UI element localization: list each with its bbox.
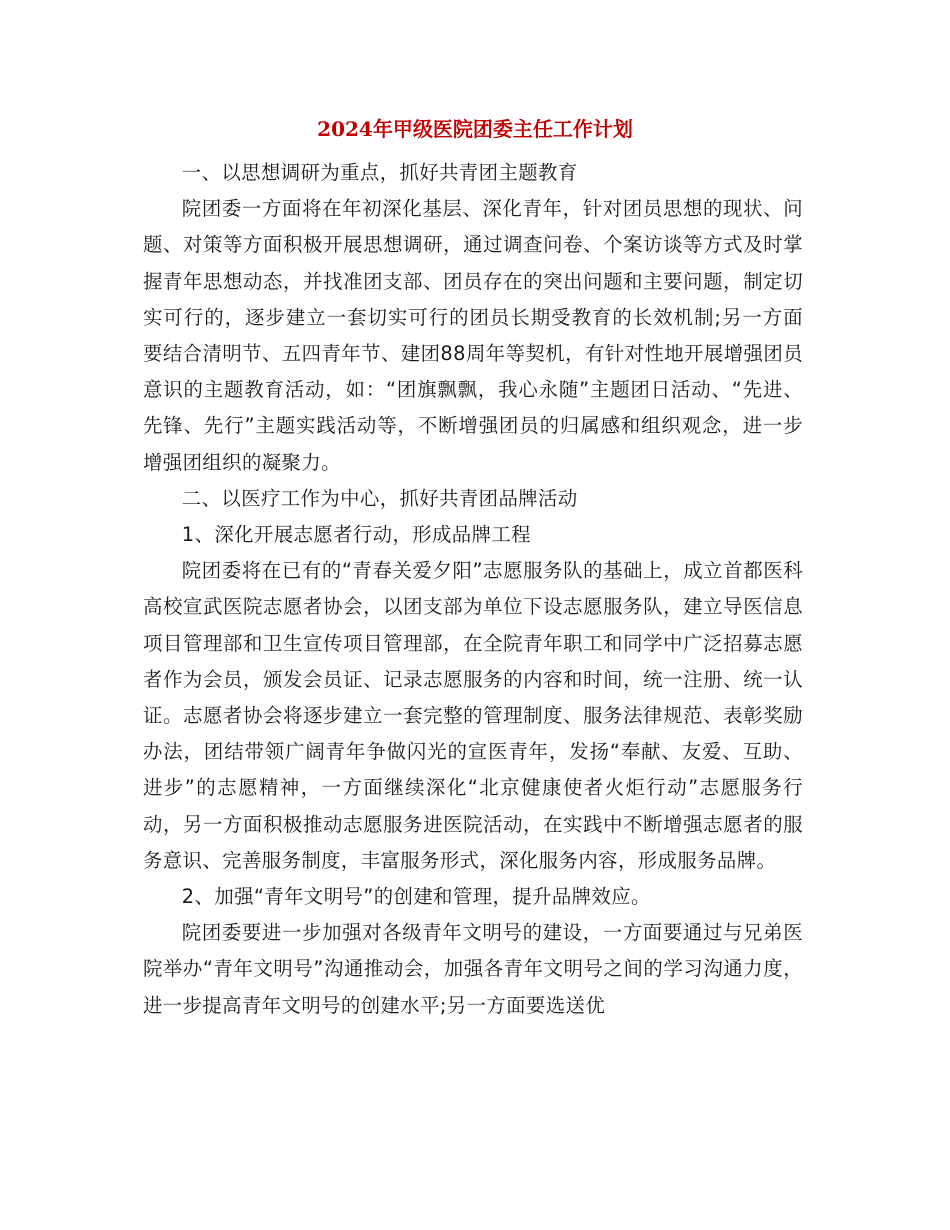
subsection-heading-1: 1、深化开展志愿者行动，形成品牌工程: [181, 523, 531, 547]
body-paragraph: 院团委要进一步加强对各级青年文明号的建设，一方面要通过与兄弟医院举办“青年文明号”沟通推动会，加强各青年文明号之间的学习沟通力度，进一步提高青年文明号的创建水平;另一方面要选送优: [143, 921, 803, 1017]
document-body: [143, 155, 803, 1024]
document-title: 2024年甲级医院团委主任工作计划: [317, 117, 633, 141]
section-heading-1: 一、以思想调研为重点，抓好共青团主题教育: [181, 161, 578, 184]
section-heading-2: 二、以医疗工作为中心，抓好共青团品牌活动: [181, 486, 578, 510]
body-paragraph: 院团委将在已有的“青春关爱夕阳”志愿服务队的基础上，成立首都医科高校宣武医院志愿者协会，以团支部为单位下设志愿服务队，建立导医信息项目管理部和卫生宣传项目管理部，在全院青年职工和同学中广泛招募志愿者作为会员，颁发会员证、记录志愿服务的内容和时间，统一注册、统一认证。志愿者协会将逐步建立一套完整的管理制度、服务法律规范、表彰奖励办法，团结带领广阔青年争做闪光的宣医青年，发扬“奉献、友爱、互助、进步”的志愿精神，一方面继续深化“北京健康使者火炬行动”志愿服务行动，另一方面积极推动志愿服务进医院活动，在实践中不断增强志愿者的服务意识、完善服务制度，丰富服务形式，深化服务内容，形成服务品牌。: [143, 559, 803, 872]
body-paragraph: 院团委一方面将在年初深化基层、深化青年，针对团员思想的现状、问题、对策等方面积极开展思想调研，通过调查问卷、个案访谈等方式及时掌握青年思想动态，并找准团支部、团员存在的突出问题和主要问题，制定切实可行的，逐步建立一套切实可行的团员长期受教育的长效机制;另一方面要结合清明节、五四青年节、建团88周年等契机，有针对性地开展增强团员意识的主题教育活动，如：“团旗飘飘，我心永随”主题团日活动、“先进、先锋、先行”主题实践活动等，不断增强团员的归属感和组织观念，进一步增强团组织的凝聚力。: [143, 197, 803, 474]
subsection-heading-2: 2、加强“青年文明号”的创建和管理，提升品牌效应。: [181, 885, 651, 909]
